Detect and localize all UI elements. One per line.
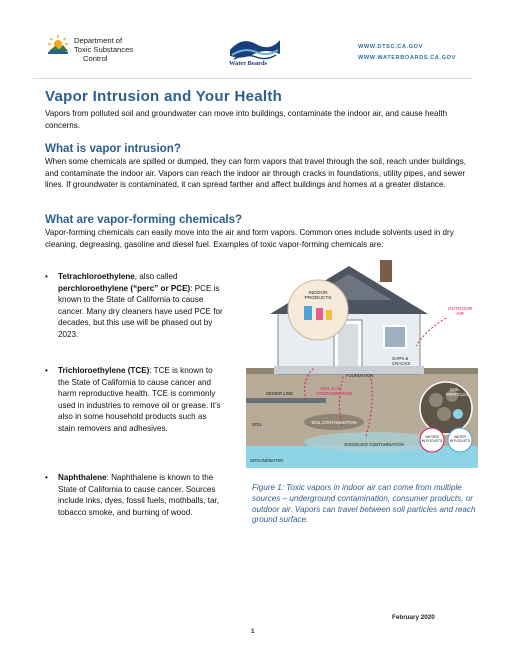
bullet-icon: •	[45, 366, 48, 375]
figure-caption: Figure 1: Toxic vapors in indoor air can come from multiple sources – underground contamination, consumer products, or outdoor air. Vapors can travel between soil particles and reach ground surface.	[252, 483, 476, 525]
waterboards-link[interactable]: WWW.WATERBOARDS.CA.GOV	[358, 55, 456, 61]
section-heading-vapor-intrusion: What is vapor intrusion?	[45, 142, 181, 155]
label-indoor-products: INDOOR	[308, 291, 328, 296]
bullet-icon: •	[45, 473, 48, 482]
label-outdoor-air-2: AIR	[456, 312, 464, 317]
dtsc-line-3: Control	[83, 53, 108, 63]
chemical-name: Naphthalene	[58, 473, 107, 482]
label-soil-contamination: SOIL CONTAMINATION	[311, 420, 357, 425]
page-title: Vapor Intrusion and Your Health	[45, 88, 283, 105]
dtsc-line-1: Department of	[74, 36, 123, 45]
vapor-chemicals-paragraph: Vapor-forming chemicals can easily move into the air and form vapors. Common ones include solvents used in dry cleaning, degreasing, gasoline and diesel fuel. Examples of toxic vapor-forming chemicals are:	[45, 228, 454, 249]
label-soil-particles-2: PARTICLES	[446, 392, 469, 397]
label-soil-gas-2: CONTAMINATION	[316, 391, 353, 396]
vapor-intrusion-paragraph: When some chemicals are spilled or dumped, they can form vapors that travel through the soil, reach under buildings, and contaminate the indoor air. Vapors can reach the indoor air through cracks in foundations, utility pipes, and sewer lines. If groundwater is contaminated, it can spread farther and affect buildings and homes at a greater distance.	[45, 157, 467, 190]
list-item	[45, 365, 225, 465]
intro-paragraph: Vapors from polluted soil and groundwater can move into buildings, contaminate the indoor air, and cause health concerns.	[45, 109, 448, 130]
vapor-intrusion-illustration	[246, 250, 478, 472]
section-heading-vapor-chemicals: What are vapor-forming chemicals?	[45, 213, 243, 226]
bullet-text: : PCE is known to the State of California to cause cancer. Many dry cleaners have used PCE for decades, but this use will be phased out by 2023.	[58, 283, 223, 339]
chemical-name: Trichloroethylene (TCE)	[58, 366, 150, 375]
list-item	[45, 271, 225, 361]
dtsc-line-2: Toxic Substances	[74, 44, 134, 54]
label-soil: SOIL	[252, 422, 263, 427]
dtsc-logo-icon	[47, 34, 69, 54]
label-groundwater: GROUNDWATER	[250, 458, 284, 463]
water-boards-label: Water Boards	[229, 60, 268, 67]
label-dissolved: DISSOLVED CONTAMINATION	[344, 442, 404, 447]
publication-date: February 2020	[392, 614, 435, 621]
page-number: 1	[251, 628, 255, 635]
bullet-text: , also called	[134, 272, 178, 281]
label-soil-gas: SOIL GAS	[320, 386, 341, 391]
bullet-text: : Naphthalene is known to the State of California to cause cancer. Sources include inks, dyes, fossil fuels, mothballs, tar, tobacco smoke, and burning of wood.	[58, 473, 220, 517]
bullet-text: : TCE is known to the State of California to cause cancer and harm reproductive health. TCE is commonly used in industries to remove oil or grease. It’s also in some household products such as stain removers and adhesives.	[58, 366, 221, 433]
label-sewer-line: SEWER LINE	[266, 391, 294, 396]
list-item	[45, 472, 225, 542]
label-soil-particles: SOIL	[450, 387, 460, 392]
label-outdoor-air: OUTDOOR	[447, 307, 473, 312]
label-gaps-cracks-2: CRACKS	[392, 361, 411, 366]
header-divider	[33, 78, 473, 79]
bullet-icon: •	[45, 272, 48, 281]
label-vapors-pockets-2: IN POCKETS	[421, 439, 443, 443]
label-water-pockets-2: IN POCKETS	[449, 439, 471, 443]
chemical-alias: perchloroethylene (“perc” or PCE)	[58, 283, 191, 293]
label-water-pockets: WATER	[454, 435, 466, 439]
label-gaps-cracks: GAPS &	[392, 356, 409, 361]
dtsc-link[interactable]: WWW.DTSC.CA.GOV	[358, 44, 423, 50]
label-foundation: FOUNDATION	[346, 373, 374, 378]
header-links	[358, 42, 456, 64]
dtsc-name	[74, 37, 133, 63]
label-indoor-products-2: PRODUCTS	[304, 296, 332, 301]
label-vapors-pockets: VAPORS	[425, 435, 439, 439]
water-boards-name	[229, 60, 267, 67]
chemical-name: Tetrachloroethylene	[58, 272, 135, 281]
